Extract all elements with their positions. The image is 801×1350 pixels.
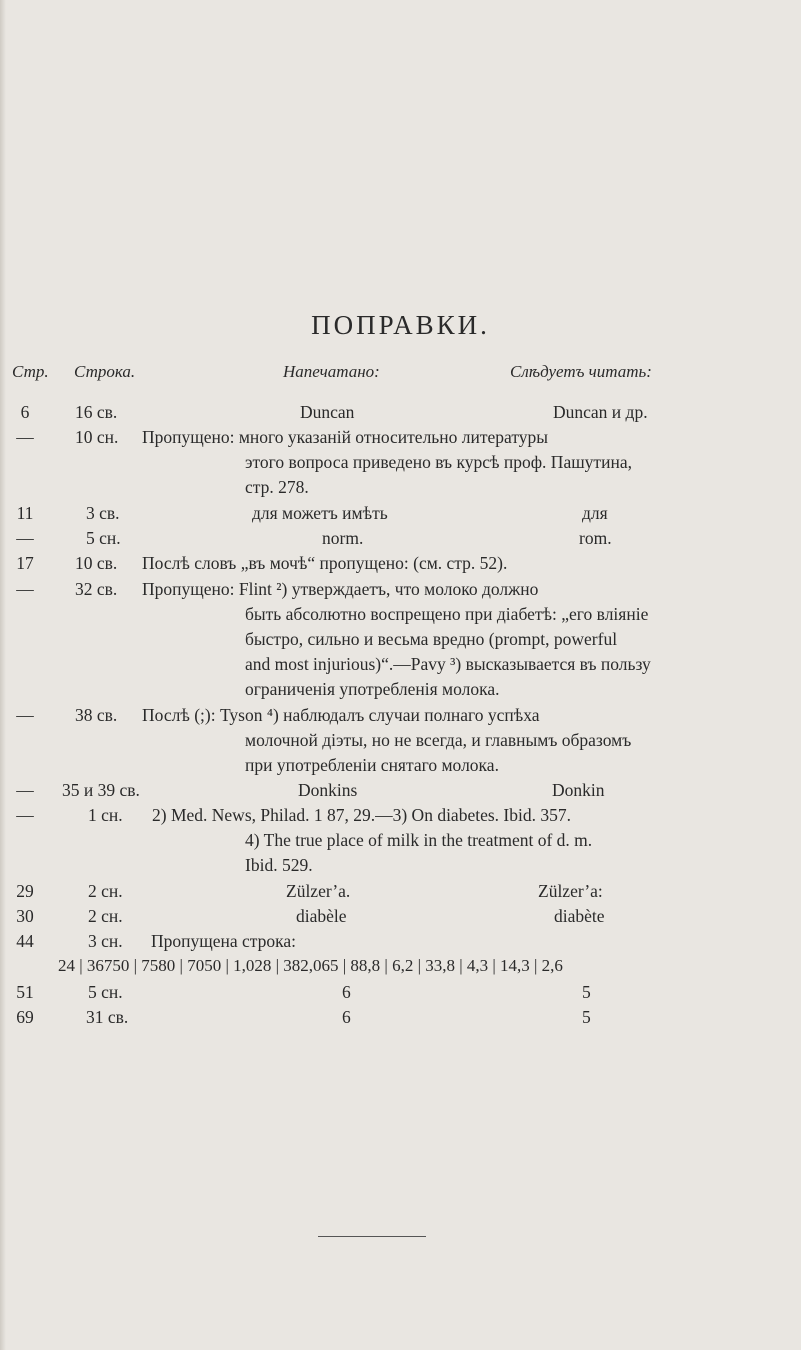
row-text-cont: ограниченія употребленія молока.: [245, 679, 500, 699]
row-line: 38 св.: [75, 705, 118, 725]
row-page: 6: [20, 402, 30, 422]
missing-table-row: 24 | 36750 | 7580 | 7050 | 1,028 | 382,065 | 88,8 | 6,2 | 33,8 | 4,3 | 14,3 | 2,6: [58, 956, 563, 975]
row-line: 16 св.: [75, 402, 118, 422]
row-correct: Zülzer’a:: [538, 881, 603, 901]
row-page: —: [16, 805, 34, 825]
row-text: Пропущено: Flint ²) утверждаетъ, что молоко должно: [142, 579, 539, 599]
row-correct: Duncan и др.: [553, 402, 648, 422]
row-line: 5 сн.: [88, 982, 123, 1002]
row-line: 3 св.: [86, 503, 120, 523]
row-page: 51: [16, 982, 34, 1002]
header-page: Стр.: [12, 362, 49, 381]
row-text-cont: Ibid. 529.: [245, 855, 313, 875]
row-printed: Duncan: [300, 402, 355, 422]
row-line: 2 сн.: [88, 881, 123, 901]
row-text: Пропущена строка:: [151, 931, 296, 951]
row-text-cont: этого вопроса приведено въ курсѣ проф. Пашутина,: [245, 452, 632, 472]
row-printed: norm.: [322, 528, 364, 548]
row-text-cont: and most injurious)“.—Pavy ³) высказывается въ пользу: [245, 654, 651, 674]
header-printed: Напечатано:: [283, 362, 380, 381]
row-line: 10 св.: [75, 553, 118, 573]
row-correct: 5: [582, 982, 591, 1002]
row-page: —: [16, 579, 34, 599]
row-text-cont: быть абсолютно воспрещено при діабетѣ: „его вліяніе: [245, 604, 649, 624]
row-line: 3 сн.: [88, 931, 123, 951]
row-page: 11: [16, 503, 34, 523]
row-correct: diabète: [554, 906, 605, 926]
row-correct: rom.: [579, 528, 612, 548]
row-text: Послѣ словъ „въ мочѣ“ пропущено: (см. стр. 52).: [142, 553, 508, 573]
row-line: 2 сн.: [88, 906, 123, 926]
row-correct: Donkin: [552, 780, 605, 800]
row-page: 17: [16, 553, 34, 573]
row-correct: для: [582, 503, 608, 523]
row-page: —: [16, 528, 34, 548]
row-page: —: [16, 780, 34, 800]
row-page: 30: [16, 906, 34, 926]
row-text-cont: быстро, сильно и весьма вредно (prompt, powerful: [245, 629, 618, 649]
page-title: ПОПРАВКИ.: [311, 310, 490, 340]
row-text: Послѣ (;): Tyson ⁴) наблюдалъ случаи полнаго успѣха: [142, 705, 540, 725]
header-line: Строка.: [74, 362, 136, 381]
row-printed: для можетъ имѣть: [252, 503, 388, 523]
row-page: —: [16, 427, 34, 447]
row-line: 32 св.: [75, 579, 118, 599]
header-should-read: Слѣдуетъ читать:: [510, 362, 652, 381]
row-text-cont: при употребленіи снятаго молока.: [245, 755, 499, 775]
row-page: —: [16, 705, 34, 725]
row-line: 5 сн.: [86, 528, 121, 548]
row-text: 2) Med. News, Philad. 1 87, 29.—3) On diabetes. Ibid. 357.: [152, 805, 571, 825]
row-printed: 6: [342, 1007, 351, 1027]
row-page: 69: [16, 1007, 34, 1027]
row-text-cont: 4) The true place of milk in the treatment of d. m.: [245, 830, 593, 850]
row-printed: 6: [342, 982, 351, 1002]
row-line: 35 и 39 св.: [62, 780, 140, 800]
row-printed: Donkins: [298, 780, 358, 800]
row-correct: 5: [582, 1007, 591, 1027]
row-line: 10 сн.: [75, 427, 119, 447]
row-line: 31 св.: [86, 1007, 129, 1027]
end-rule: [318, 1236, 426, 1237]
row-text: Пропущено: много указаній относительно литературы: [142, 427, 549, 447]
row-page: 29: [16, 881, 34, 901]
row-printed: diabèle: [296, 906, 347, 926]
row-printed: Zülzer’a.: [286, 881, 351, 901]
page-edge: [0, 0, 6, 1350]
row-line: 1 сн.: [88, 805, 123, 825]
row-text-cont: стр. 278.: [245, 477, 309, 497]
row-text-cont: молочной діэты, но не всегда, и главнымъ образомъ: [245, 730, 632, 750]
row-page: 44: [16, 931, 34, 951]
